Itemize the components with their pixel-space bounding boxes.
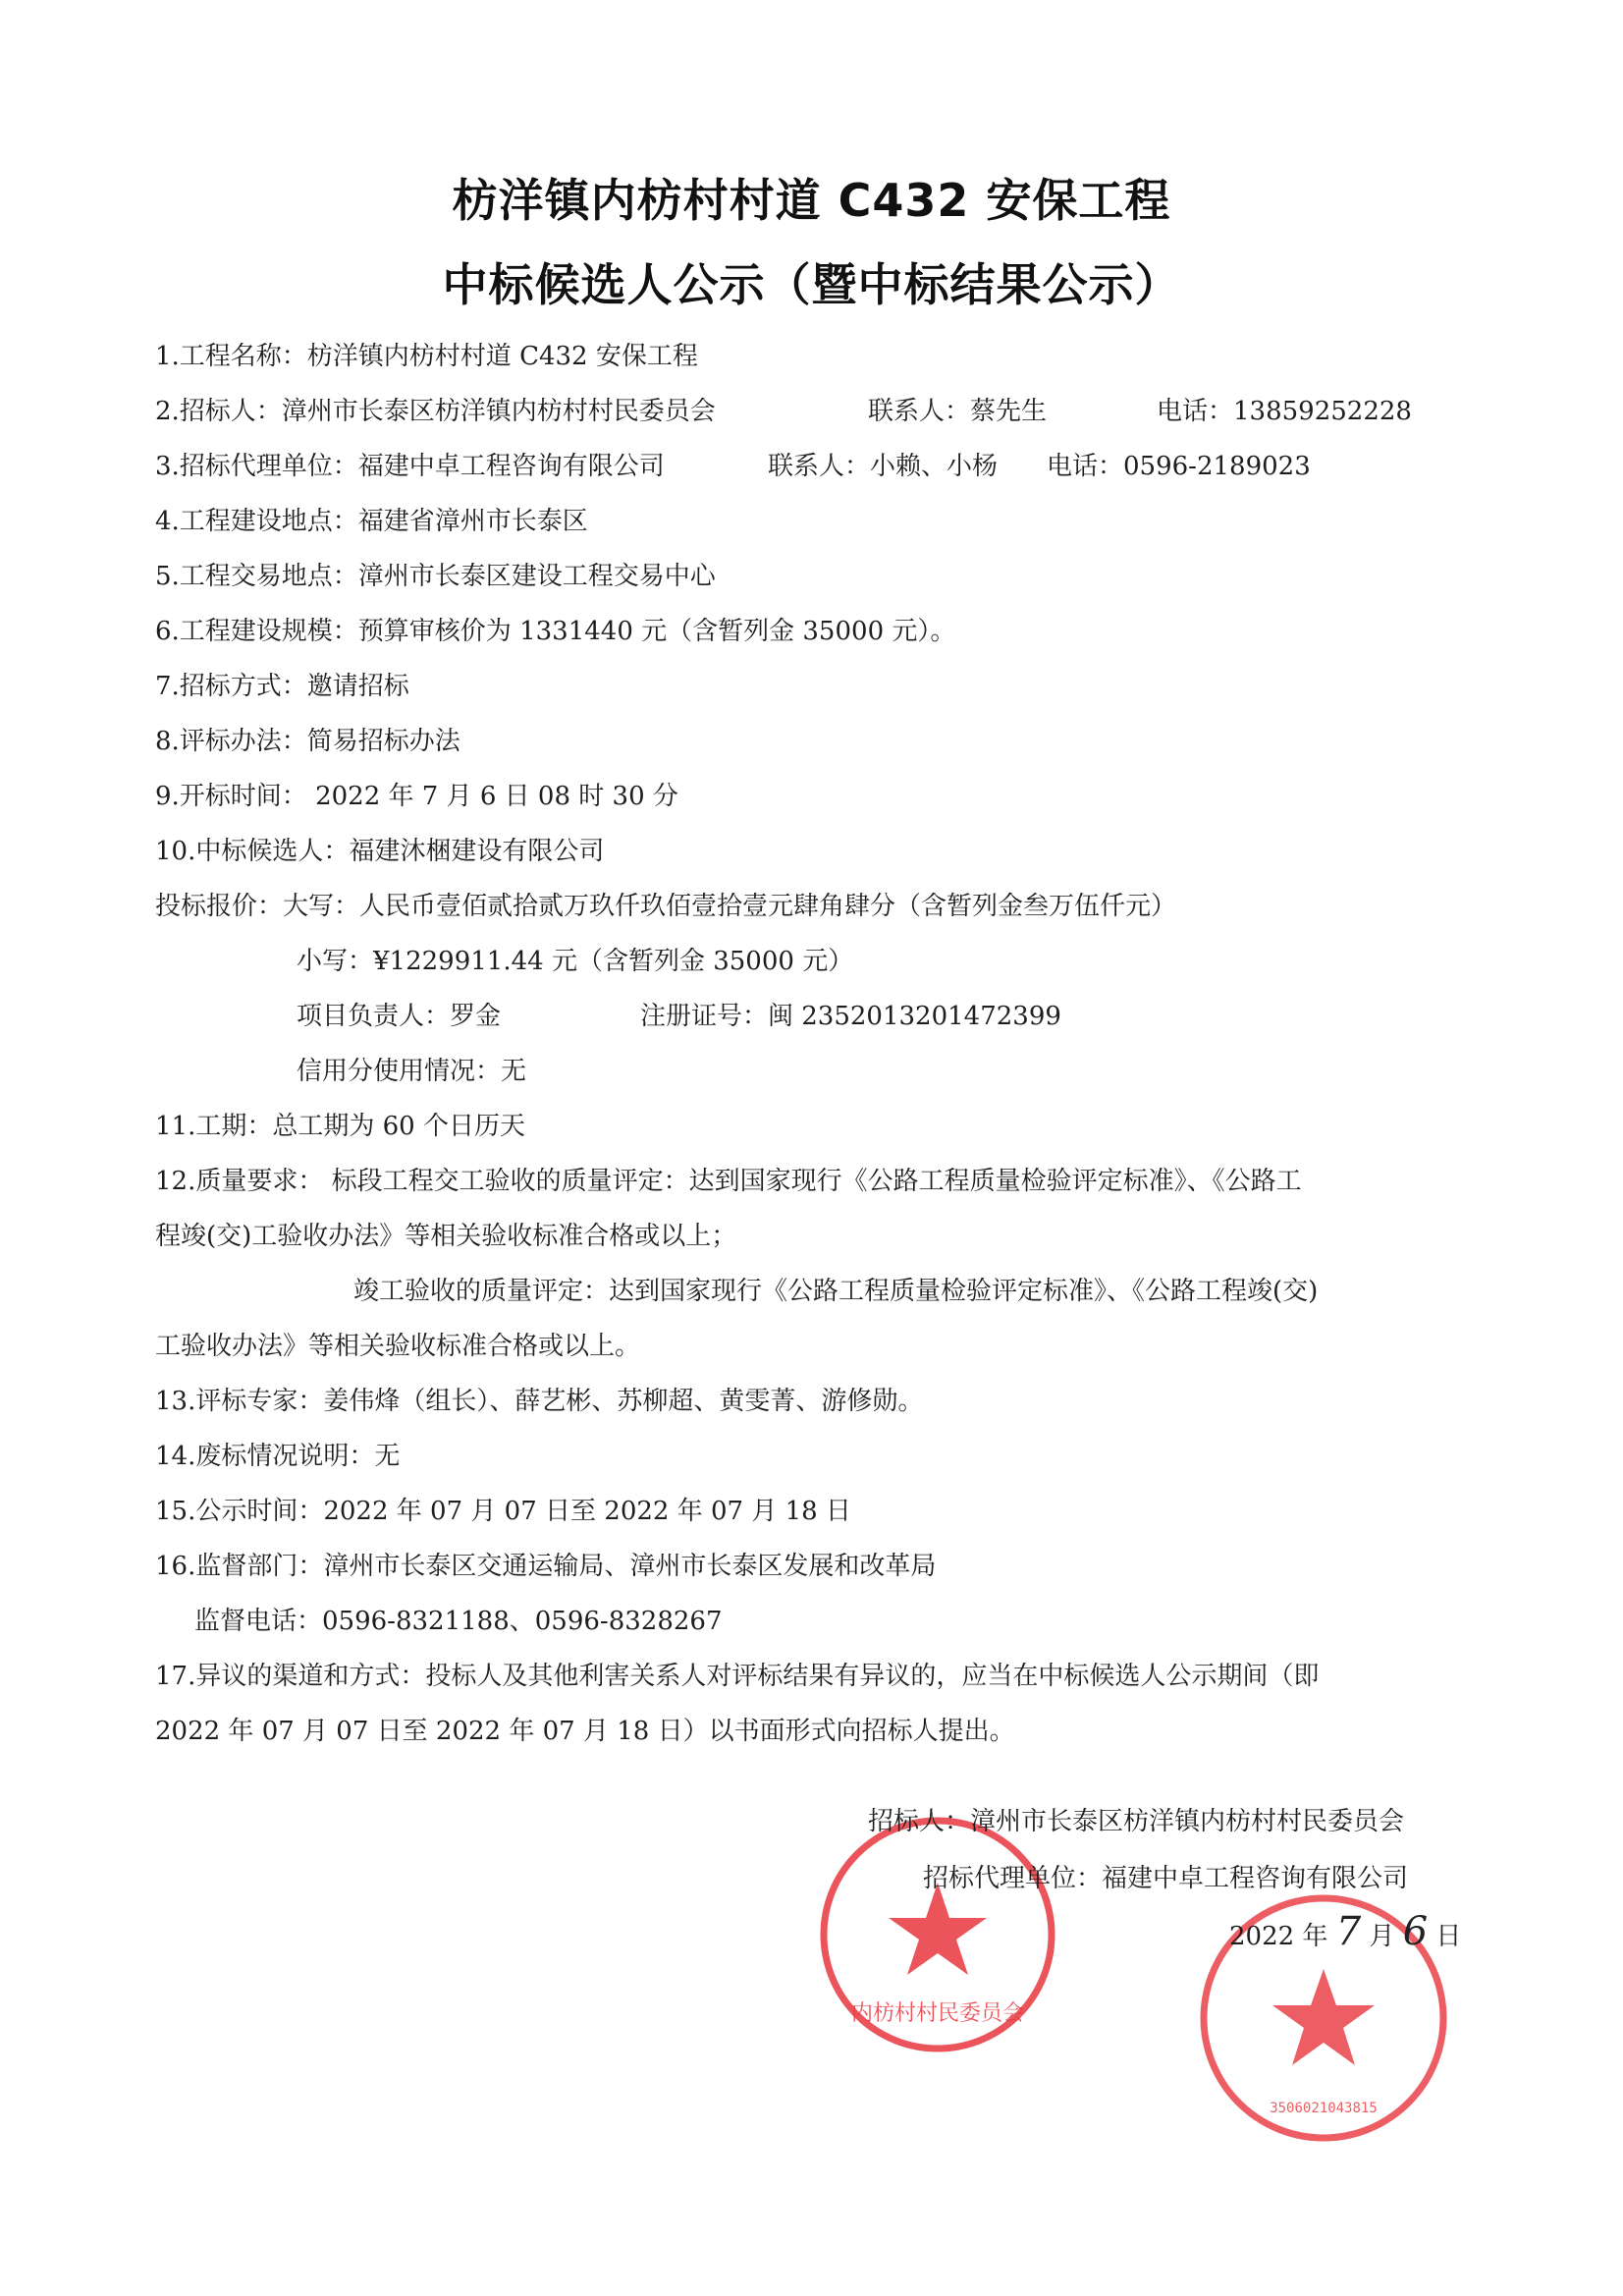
item-14-invalid-bids: 14.废标情况说明：无 (155, 1442, 401, 1471)
item-2-tenderer: 2.招标人：漳州市长泰区枋洋镇内枋村村民委员会 (155, 397, 716, 426)
item-11-duration: 11.工期：总工期为 60 个日历天 (155, 1112, 525, 1141)
bid-price-lower: 小写：¥1229911.44 元（含暂列金 35000 元） (297, 947, 854, 976)
item-2-phone: 电话：13859252228 (1157, 397, 1412, 426)
document-title-line2: 中标候选人公示（暨中标结果公示） (442, 258, 1181, 311)
item-12-quality-line4: 工验收办法》等相关验收标准合格或以上。 (155, 1332, 641, 1361)
item-13-experts: 13.评标专家：姜伟烽（组长）、薛艺彬、苏柳超、黄雯菁、游修勋。 (155, 1387, 924, 1416)
item-15-publicity-time: 15.公示时间：2022 年 07 月 07 日至 2022 年 07 月 18 日 (155, 1497, 851, 1526)
item-12-quality-line1: 12.质量要求： 标段工程交工验收的质量评定：达到国家现行《公路工程质量检验评定标准》、《公路工 (155, 1167, 1302, 1196)
bid-price-upper: 投标报价：大写：人民币壹佰贰拾贰万玖仟玖佰壹拾壹元肆角肆分（含暂列金叁万伍仟元） (155, 892, 1177, 921)
svg-text:3506021043815: 3506021043815 (1270, 2101, 1378, 2116)
item-3-agent: 3.招标代理单位：福建中卓工程咨询有限公司 (155, 452, 665, 481)
item-17-objection-line1: 17.异议的渠道和方式：投标人及其他利害关系人对评标结果有异议的，应当在中标候选人公示期间（即 (155, 1662, 1320, 1691)
date-day-handwritten: 6 (1402, 1909, 1429, 1954)
item-3-contact: 联系人：小赖、小杨 (768, 452, 999, 481)
date-day-unit: 日 (1435, 1922, 1462, 1951)
item-5-trade-place: 5.工程交易地点：漳州市长泰区建设工程交易中心 (155, 562, 716, 591)
document-title-line1: 枋洋镇内枋村村道 C432 安保工程 (452, 174, 1171, 227)
item-17-objection-line2: 2022 年 07 月 07 日至 2022 年 07 月 18 日）以书面形式向招标人提出。 (155, 1717, 1015, 1746)
item-3-phone: 电话：0596-2189023 (1047, 452, 1311, 481)
item-8-evaluation: 8.评标办法：简易招标办法 (155, 727, 460, 756)
project-manager: 项目负责人：罗金 (297, 1002, 502, 1031)
registration-number: 注册证号：闽 2352013201472399 (640, 1002, 1061, 1031)
date-month-unit: 月 (1369, 1922, 1395, 1951)
item-7-method: 7.招标方式：邀请招标 (155, 672, 409, 701)
date-month-handwritten: 7 (1335, 1909, 1362, 1954)
tenderer-seal (815, 1812, 1060, 2057)
item-4-site: 4.工程建设地点：福建省漳州市长泰区 (155, 507, 588, 536)
item-16-supervision-phone: 监督电话：0596-8321188、0596-8328267 (194, 1607, 723, 1636)
item-1-project-name: 1.工程名称：枋洋镇内枋村村道 C432 安保工程 (155, 342, 698, 371)
item-6-scale: 6.工程建设规模：预算审核价为 1331440 元（含暂列金 35000 元）。 (155, 617, 956, 646)
item-16-supervision: 16.监督部门：漳州市长泰区交通运输局、漳州市长泰区发展和改革局 (155, 1552, 937, 1581)
item-12-quality-line2: 程竣(交)工验收办法》等相关验收标准合格或以上； (155, 1222, 737, 1251)
signature-tenderer: 招标人：漳州市长泰区枋洋镇内枋村村民委员会 (868, 1807, 1405, 1836)
item-2-contact: 联系人：蔡先生 (868, 397, 1048, 426)
date-year: 2022 年 (1229, 1922, 1328, 1951)
item-12-quality-line3: 竣工验收的质量评定：达到国家现行《公路工程质量检验评定标准》、《公路工程竣(交) (353, 1277, 1319, 1306)
signature-date (1229, 1909, 1462, 1954)
item-10-candidate: 10.中标候选人：福建沐梱建设有限公司 (155, 837, 605, 866)
signature-agent: 招标代理单位：福建中卓工程咨询有限公司 (923, 1864, 1409, 1893)
item-9-opening-time: 9.开标时间： 2022 年 7 月 6 日 08 时 30 分 (155, 782, 678, 811)
svg-text:内枋村村民委员会: 内枋村村民委员会 (850, 2001, 1025, 2026)
credit-usage: 信用分使用情况：无 (297, 1057, 527, 1086)
